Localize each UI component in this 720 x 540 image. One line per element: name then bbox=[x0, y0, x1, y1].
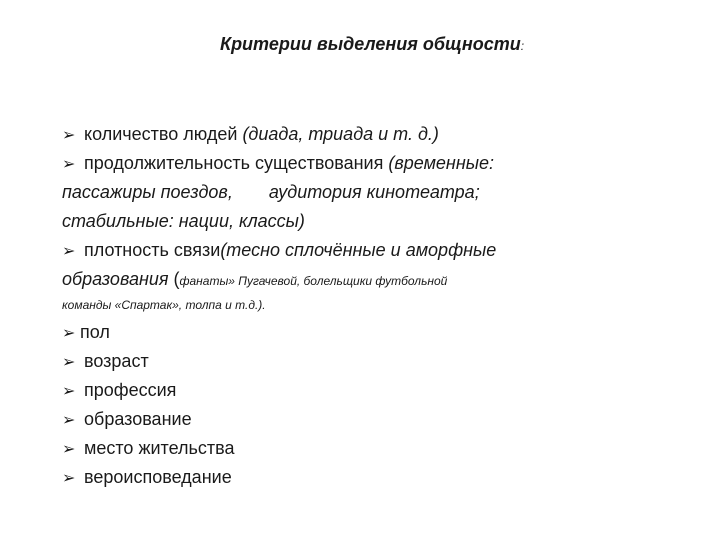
item-example: аудитория кинотеатра; bbox=[268, 182, 480, 202]
item-label: пол bbox=[80, 322, 110, 342]
list-item-religion bbox=[62, 463, 662, 492]
list-item-quantity bbox=[62, 120, 662, 149]
criteria-list bbox=[62, 120, 662, 492]
item-example: образования bbox=[62, 269, 169, 289]
arrow-bullet-icon: ➢ bbox=[62, 383, 76, 400]
list-item-education bbox=[62, 405, 662, 434]
item-continuation bbox=[62, 207, 662, 236]
arrow-bullet-icon: ➢ bbox=[62, 156, 76, 173]
item-example: пассажиры поездов, bbox=[62, 182, 233, 202]
item-paren: ( bbox=[168, 269, 180, 289]
arrow-bullet-icon: ➢ bbox=[62, 441, 76, 458]
item-label: продолжительность существования bbox=[84, 153, 389, 173]
arrow-bullet-icon: ➢ bbox=[62, 127, 76, 144]
item-continuation bbox=[62, 294, 662, 312]
item-label: вероисповедание bbox=[84, 467, 232, 487]
item-label: плотность связи bbox=[84, 240, 221, 260]
item-label: профессия bbox=[84, 380, 177, 400]
slide-title bbox=[220, 34, 524, 55]
list-item-gender bbox=[62, 318, 662, 347]
list-item-density bbox=[62, 236, 662, 265]
arrow-bullet-icon: ➢ bbox=[62, 243, 76, 260]
item-example: (диада, триада и т. д.) bbox=[242, 124, 439, 144]
item-label: возраст bbox=[84, 351, 149, 371]
item-example: (временные: bbox=[388, 153, 494, 173]
list-item-duration bbox=[62, 149, 662, 178]
arrow-bullet-icon: ➢ bbox=[62, 412, 76, 429]
arrow-bullet-icon: ➢ bbox=[62, 325, 76, 342]
item-continuation bbox=[62, 178, 662, 207]
item-label: количество людей bbox=[84, 124, 243, 144]
item-continuation bbox=[62, 265, 662, 294]
slide-title-colon: : bbox=[520, 39, 525, 53]
slide-title-text: Критерии выделения общности bbox=[220, 34, 521, 54]
list-item-residence bbox=[62, 434, 662, 463]
item-label: место жительства bbox=[84, 438, 235, 458]
arrow-bullet-icon: ➢ bbox=[62, 354, 76, 371]
arrow-bullet-icon: ➢ bbox=[62, 470, 76, 487]
item-label: образование bbox=[84, 409, 192, 429]
item-example-small: фанаты» Пугачевой, болельщики футбольной bbox=[179, 274, 448, 288]
item-example: (тесно сплочённые и аморфные bbox=[220, 240, 497, 260]
list-item-profession bbox=[62, 376, 662, 405]
item-example: стабильные: нации, классы) bbox=[62, 211, 305, 231]
item-example-small: команды «Спартак», толпа и т.д.). bbox=[62, 298, 266, 312]
list-item-age bbox=[62, 347, 662, 376]
